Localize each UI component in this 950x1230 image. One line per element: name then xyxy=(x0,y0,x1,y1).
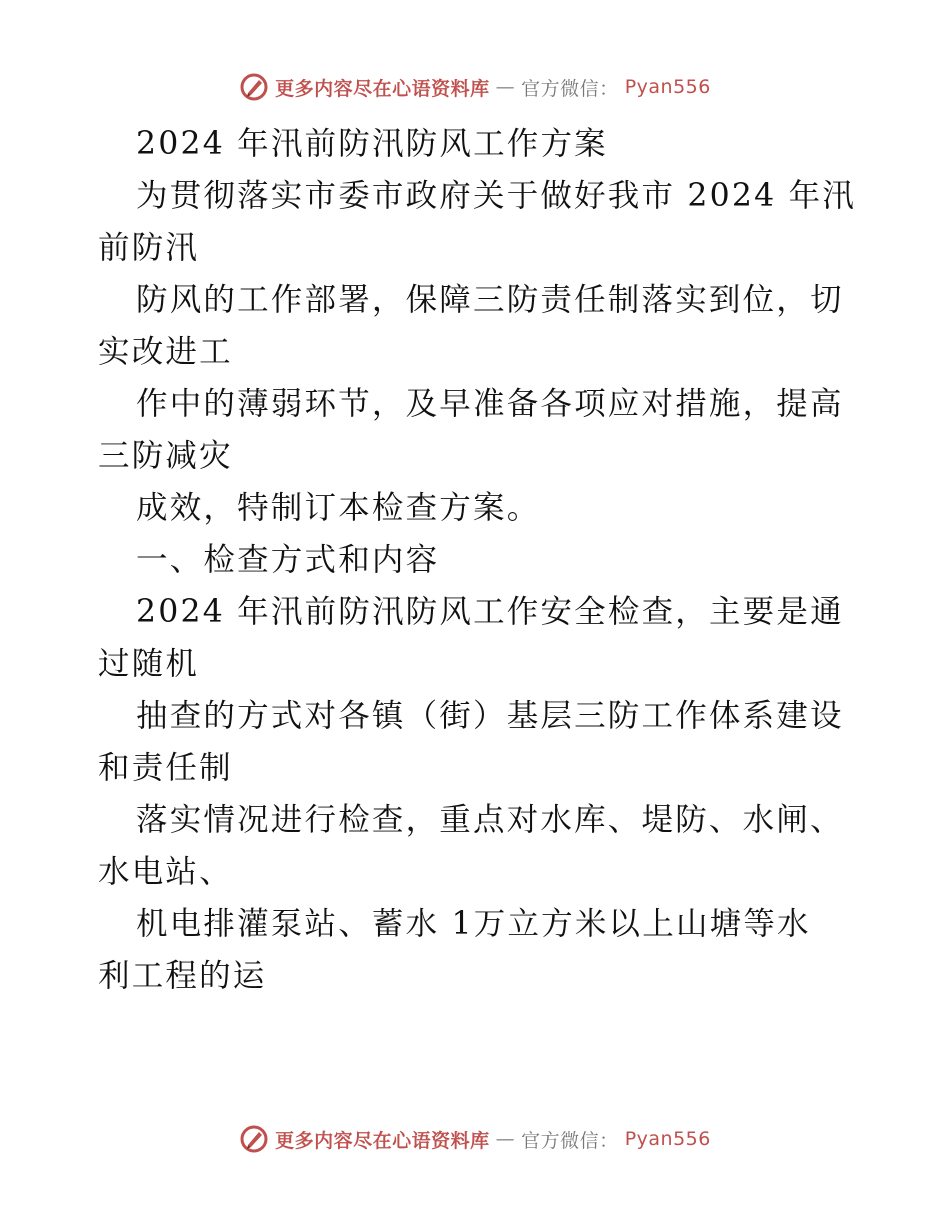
text-line: 机电排灌泵站、蓄水 1万立方米以上山塘等水 xyxy=(136,906,811,942)
watermark-main-text: 更多内容尽在心语资料库 xyxy=(275,77,490,100)
text-line: 为贯彻落实市委市政府关于做好我市 2024 年汛 xyxy=(136,178,856,214)
text-line: 2024 年汛前防汛防风工作安全检查，主要是通 xyxy=(136,594,844,630)
text-line: 作中的薄弱环节，及早准备各项应对措施，提高 xyxy=(136,386,844,422)
footer-watermark xyxy=(0,1124,950,1154)
text-line: 和责任制 xyxy=(98,750,233,786)
text-line: 实改进工 xyxy=(98,334,233,370)
text-line: 防风的工作部署，保障三防责任制落实到位，切 xyxy=(136,282,844,318)
watermark-dash: — xyxy=(495,1128,516,1150)
text-line: 水电站、 xyxy=(98,854,233,890)
watermark-label: 官方微信： xyxy=(521,1129,619,1152)
watermark-main-text: 更多内容尽在心语资料库 xyxy=(275,1129,490,1152)
watermark-wechat-id: Pyan556 xyxy=(624,76,711,98)
document-title: 2024 年汛前防汛防风工作方案 xyxy=(136,126,608,162)
pen-logo-icon xyxy=(239,1124,269,1154)
header-watermark xyxy=(0,72,950,102)
text-line: 前防汛 xyxy=(98,230,200,266)
text-line: 抽查的方式对各镇（街）基层三防工作体系建设 xyxy=(136,698,844,734)
watermark-label: 官方微信： xyxy=(521,77,619,100)
text-line: 三防减灾 xyxy=(98,438,233,474)
section-heading: 一、检查方式和内容 xyxy=(136,542,440,578)
watermark-dash: — xyxy=(495,76,516,98)
pen-logo-icon xyxy=(239,72,269,102)
watermark-wechat-id: Pyan556 xyxy=(624,1128,711,1150)
text-line: 落实情况进行检查，重点对水库、堤防、水闸、 xyxy=(136,802,844,838)
text-line: 过随机 xyxy=(98,646,200,682)
text-line: 成效，特制订本检查方案。 xyxy=(136,490,541,526)
text-line: 利工程的运 xyxy=(98,958,267,994)
document-body xyxy=(98,118,858,1002)
